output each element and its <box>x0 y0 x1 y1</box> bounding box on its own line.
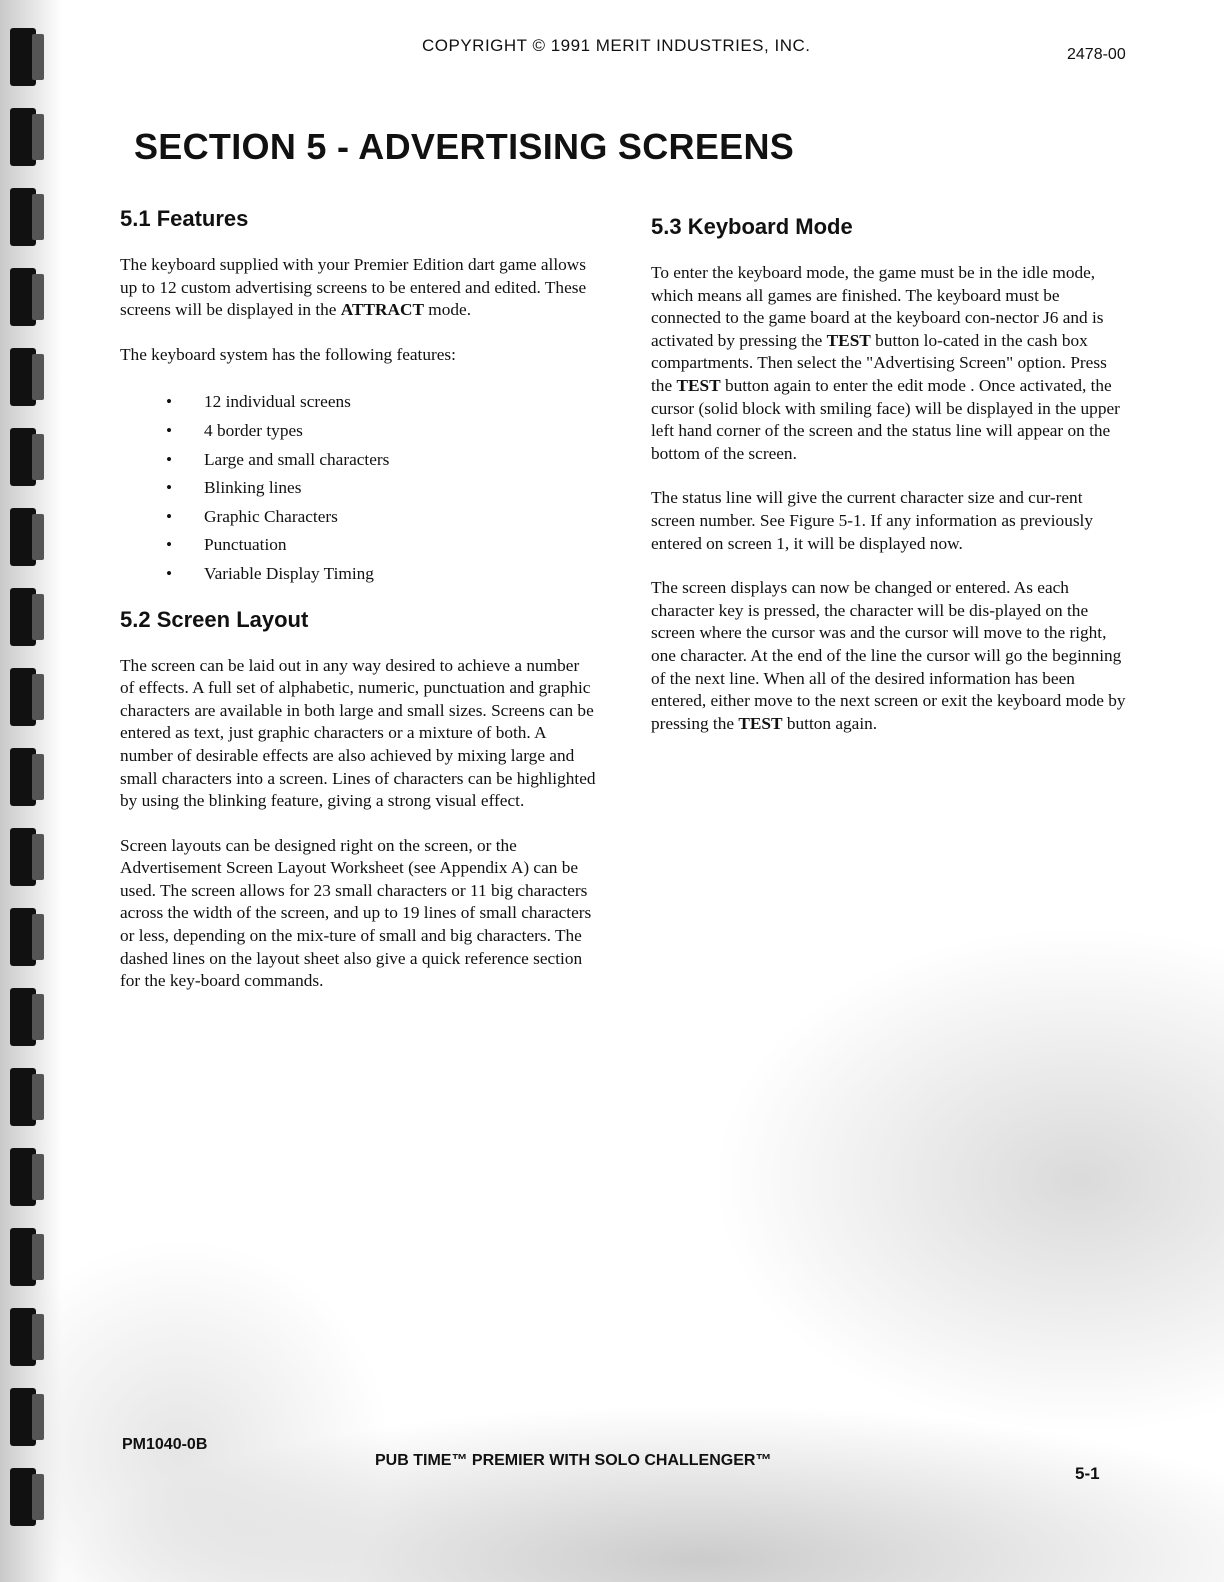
binding-hole <box>10 428 36 486</box>
list-item: • Blinking lines <box>120 474 596 503</box>
test-keyword: TEST <box>676 375 721 395</box>
keyboard-mode-heading: 5.3 Keyboard Mode <box>651 214 853 239</box>
binding-hole <box>10 1148 36 1206</box>
list-item: • Variable Display Timing <box>120 560 596 589</box>
product-name: PUB TIME™ PREMIER WITH SOLO CHALLENGER™ <box>375 1452 772 1469</box>
text-run: To enter the keyboard mode, the game must be in the idle mode, which means all games are finished. The keyboard must be connected to the game board at the keyboard con-nector J6 and is activated by pressing the <box>651 263 1104 350</box>
text-run: button again to enter the edit mode . Once activated, the cursor (solid block with smiling face) will be displayed in the upper left hand corner of the screen and the status line will appear on the bottom of the screen. <box>651 375 1120 463</box>
section-title: SECTION 5 - ADVERTISING SCREENS <box>134 126 795 167</box>
binding-hole <box>10 1068 36 1126</box>
list-item: • 4 border types <box>120 417 596 446</box>
text-run: The screen displays can now be changed or entered. As each character key is pressed, the character will be dis-played on the screen where the cursor was and the cursor will move to the right, one character. At the end of the line the cursor will go the beginning of the next line. When all of the desired information has been entered, either move to the next screen or exit the keyboard mode by pressing the <box>651 578 1126 733</box>
page-number: 5-1 <box>1075 1464 1100 1483</box>
keyboard-mode-paragraph-2: The status line will give the current character size and cur-rent screen number. See Figure 5-1. If any information as previously entered on screen 1, it will be displayed now. <box>651 488 1093 553</box>
binding-hole <box>10 1308 36 1366</box>
list-item: • Large and small characters <box>120 446 596 475</box>
features-intro: The keyboard system has the following features: <box>120 344 456 364</box>
text-run: button lo-cated in the cash box compartments. Then select the "Advertising Screen" option. Press the <box>651 330 1107 395</box>
screen-layout-heading: 5.2 Screen Layout <box>120 606 309 632</box>
text-run: mode. <box>423 300 472 320</box>
binding-hole <box>10 508 36 566</box>
screen-layout-paragraph-2: Screen layouts can be designed right on the screen, or the Advertisement Screen Layout Worksheet (see Appendix A) can be used. The screen allows for 23 small characters or 11 big characters across the width of the screen, and up to 19 lines of small characters or less, depending on the mix-ture of small and big characters. The dashed lines on the layout sheet also give a quick reference section for the key-board commands. <box>120 835 592 991</box>
binding-hole <box>10 988 36 1046</box>
binding-hole <box>10 1388 36 1446</box>
screen-layout-paragraph-1: The screen can be laid out in any way desired to achieve a number of effects. A full set of alphabetic, numeric, punctuation and graphic characters are available in both large and small sizes. Screens can be entered as text, just graphic characters or a mixture of both. A number of desirable effects are also achieved by mixing large and small characters into a screen. Lines of characters can be highlighted by using the blinking feature, giving a strong visual effect. <box>120 655 596 811</box>
binding-hole <box>10 588 36 646</box>
binding-hole <box>10 828 36 886</box>
keyboard-mode-paragraph-1 <box>651 262 1129 465</box>
binding-hole <box>10 1468 36 1526</box>
list-item: • Punctuation <box>120 531 596 560</box>
list-item: • 12 individual screens <box>120 388 596 417</box>
binding-hole <box>10 108 36 166</box>
left-column <box>120 206 596 1015</box>
binding-hole <box>10 28 36 86</box>
test-keyword: TEST <box>738 713 783 733</box>
text-run: The keyboard supplied with your Premier Edition dart game allows up to 12 custom advertising screens to be entered and edited. These screens will be displayed in the <box>120 255 587 320</box>
part-number: PM1040-0B <box>122 1436 208 1453</box>
features-paragraph <box>120 254 596 322</box>
test-keyword: TEST <box>826 330 871 350</box>
binding-hole <box>10 1228 36 1286</box>
text-run: button again. <box>782 713 878 733</box>
binding-hole <box>10 668 36 726</box>
document-code: 2478-00 <box>1067 46 1126 63</box>
binding-hole <box>10 348 36 406</box>
binding-hole <box>10 268 36 326</box>
features-list <box>120 388 596 588</box>
binding-hole <box>10 908 36 966</box>
keyboard-mode-paragraph-3 <box>651 577 1129 735</box>
copyright-header: COPYRIGHT © 1991 MERIT INDUSTRIES, INC. <box>422 36 811 55</box>
binding-hole <box>10 188 36 246</box>
spiral-binding <box>0 0 62 1582</box>
list-item: • Graphic Characters <box>120 503 596 532</box>
right-column <box>651 214 1129 757</box>
attract-keyword: ATTRACT <box>340 300 424 320</box>
binding-hole <box>10 748 36 806</box>
features-heading: 5.1 Features <box>120 206 249 231</box>
